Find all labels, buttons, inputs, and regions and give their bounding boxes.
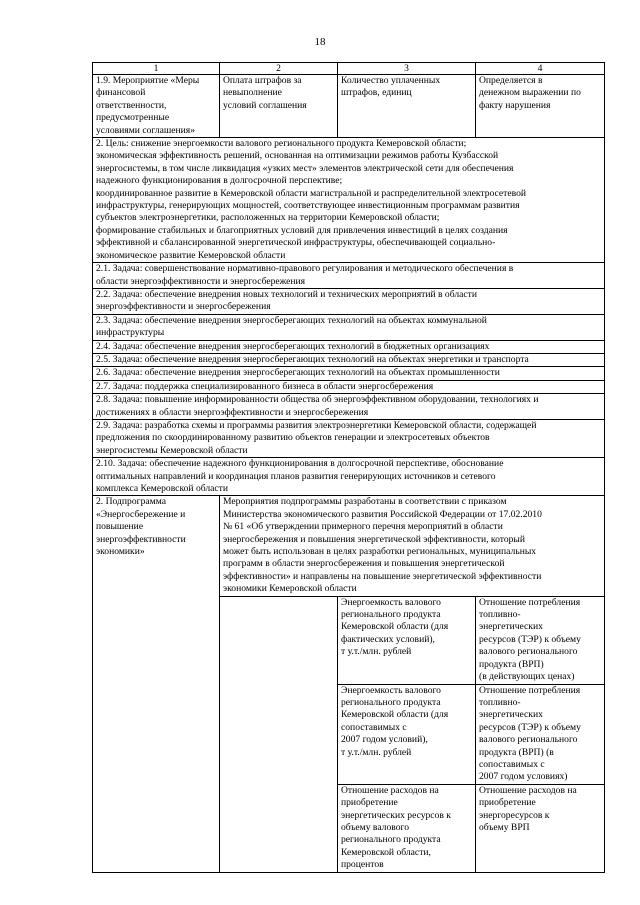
task-row [93, 458, 605, 496]
indicator-name-cell: Энергоемкость валового регионального продукта Кемеровской области (для сопоставимых с 2007 годом условий), т у.т./млн. рублей [338, 684, 476, 784]
indicator-method-cell: Отношение расходов на приобретение энергоресурсов к объему ВРП [476, 784, 605, 872]
task-row [93, 353, 605, 366]
indicator-method-cell: Отношение потребления топливно- энергетических ресурсов (ТЭР) к объему валового регионального продукта (ВРП) (в действующих ценах) [476, 596, 605, 684]
indicator-method-cell: Отношение потребления топливно- энергетических ресурсов (ТЭР) к объему валового регионального продукта (ВРП) (в сопоставимых с 2007 годом условиях) [476, 684, 605, 784]
task-cell: 2.6. Задача: обеспечение внедрения энергосберегающих технологий на объектах промышленности [93, 367, 605, 380]
task-cell: 2.2. Задача: обеспечение внедрения новых технологий и технических мероприятий в области энергоэффективности и энергосбережения [93, 288, 605, 314]
subprogram-description-cell: Мероприятия подпрограммы разработаны в соответствии с приказом Министерства экономического развития Российской Федерации от 17.02.2010 № 61 «Об утверждении примерного перечня мероприятий в области энергосбережения и повышения энергетической эффективности, который может быть использован в целях разработки региональных, муниципальных программ в области энергосбережения и повышения энергетической эффективности» и направлены на повышение энергетической эффективности экономики Кемеровской области [220, 496, 605, 596]
task-row [93, 263, 605, 289]
task-row [93, 380, 605, 393]
task-cell: 2.5. Задача: обеспечение внедрения энергосберегающих технологий на объектах энергетики и транспорта [93, 353, 605, 366]
task-cell: 2.1. Задача: совершенствование нормативно-правового регулирования и методического обеспечения в области энергоэффективности и энергосбережения [93, 263, 605, 289]
header-cell: 4 [476, 63, 605, 75]
subprogram-name-cell: 2. Подпрограмма «Энергосбережение и повышение энергоэффективности экономики» [93, 496, 220, 872]
indicators-table [92, 62, 605, 873]
table-header-row [93, 63, 605, 75]
indicator-name-cell: Количество уплаченных штрафов, единиц [338, 75, 476, 138]
task-cell: 2.4. Задача: обеспечение внедрения энергосберегающих технологий в бюджетных организациях [93, 340, 605, 353]
task-row [93, 340, 605, 353]
measure-name-cell: 1.9. Мероприятие «Меры финансовой ответственности, предусмотренные условиями соглашения» [93, 75, 220, 138]
task-cell: 2.3. Задача: обеспечение внедрения энергосберегающих технологий на объектах коммунальной инфраструктуры [93, 314, 605, 340]
header-cell: 2 [220, 63, 338, 75]
task-row [93, 314, 605, 340]
task-cell: 2.10. Задача: обеспечение надежного функционирования в долгосрочной перспективе, обоснование оптимальных направлений и координация планов развития генерирующих источников и сетевого комплекса Кемеровской области [93, 458, 605, 496]
measure-content-cell: Оплата штрафов за невыполнение условий соглашения [220, 75, 338, 138]
page-number: 18 [314, 36, 326, 48]
task-row [93, 419, 605, 457]
indicator-name-cell: Энергоемкость валового регионального продукта Кемеровской области (для фактических условий), т у.т./млн. рублей [338, 596, 476, 684]
task-cell: 2.9. Задача: разработка схемы и программы развития электроэнергетики Кемеровской области, содержащей предложения по скоординированному развитию объектов генерации и электросетевых объектов энергосистемы Кемеровской области [93, 419, 605, 457]
task-row [93, 367, 605, 380]
subprogram-row [93, 496, 605, 596]
task-row [93, 288, 605, 314]
indicator-name-cell: Отношение расходов на приобретение энергетических ресурсов к объему валового регионального продукта Кемеровской области, процентов [338, 784, 476, 872]
task-row [93, 394, 605, 420]
indicator-method-cell: Определяется в денежном выражении по факту нарушения [476, 75, 605, 138]
task-cell: 2.7. Задача: поддержка специализированного бизнеса в области энергосбережения [93, 380, 605, 393]
task-cell: 2.8. Задача: повышение информированности общества об энергоэффективном оборудовании, технологиях и достижениях в области энергоэффективности и энергосбережения [93, 394, 605, 420]
goal-cell: 2. Цель: снижение энергоемкости валового регионального продукта Кемеровской области; экономическая эффективность решений, основанная на оптимизации режимов работы Кузбасской энергосистемы, в том числе ликвидация «узких мест» элементов электрической сети для обеспечения надежного функционирования в долгосрочной перспективе; координированное развитие в Кемеровской области магистральной и распределительной электросетевой инфраструктуры, генерирующих мощностей, соответствующее инвестиционным программам развития субъектов электроэнергетики, расположенных на территории Кемеровской области; формирование стабильных и благоприятных условий для привлечения инвестиций в целях создания эффективной и сбалансированной энергетической инфраструктуры, обеспечивающей социально- экономическое развитие Кемеровской области [93, 138, 605, 263]
table-row [93, 75, 605, 138]
goal-row [93, 138, 605, 263]
header-cell: 3 [338, 63, 476, 75]
header-cell: 1 [93, 63, 220, 75]
empty-cell [220, 596, 338, 872]
